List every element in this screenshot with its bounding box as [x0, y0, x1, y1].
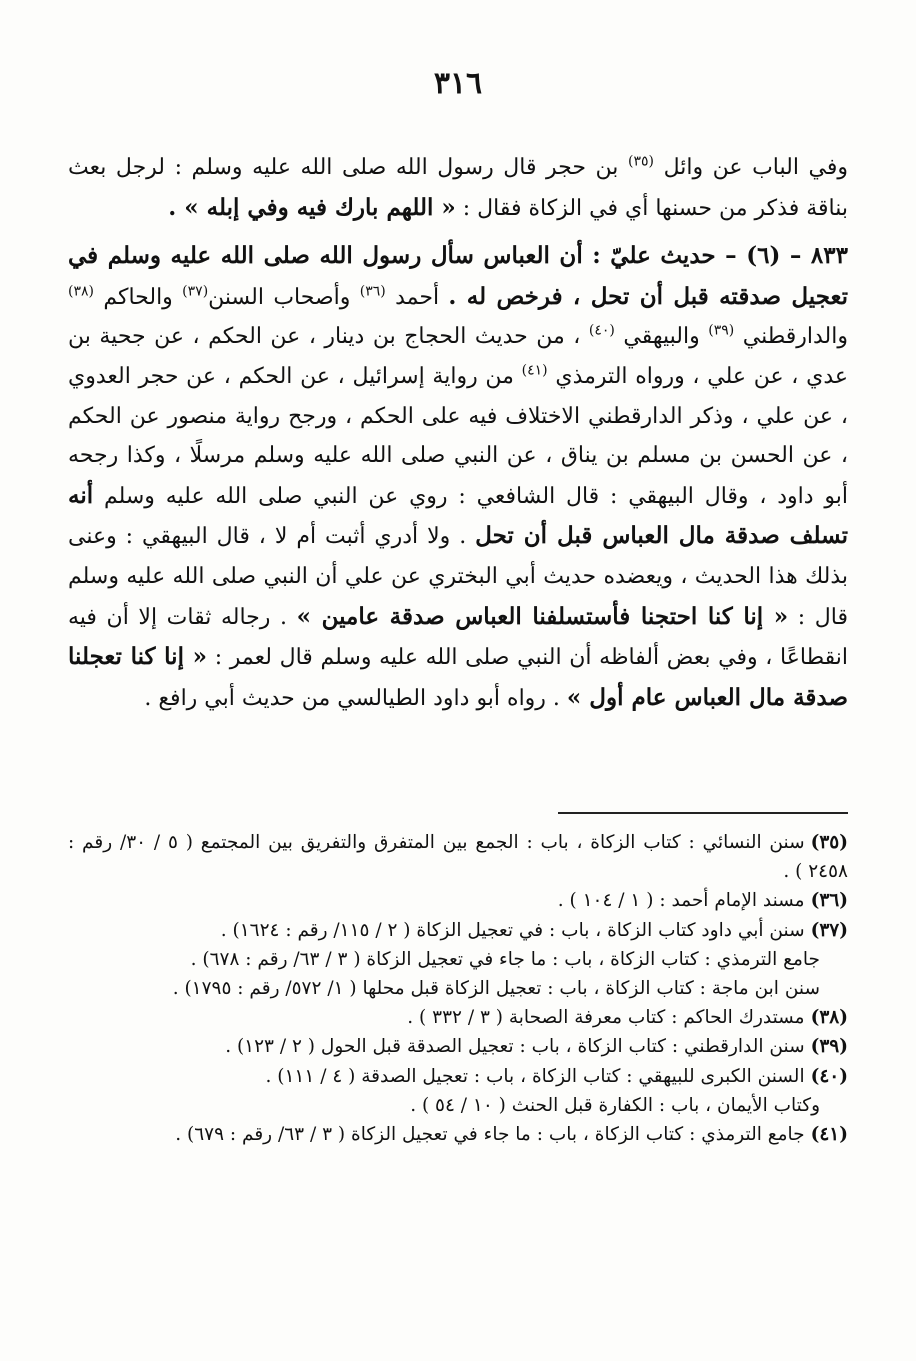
text-span: والبيهقي	[623, 324, 700, 350]
hadith-heading: ٨٣٣ – (٦) – حديث عليّ : أن العباس سأل رسول الله صلى الله عليه وسلم في تعجيل صدقته قبل أن تحل ، فرخص له .	[68, 242, 849, 310]
footnote-36	[68, 886, 848, 915]
footnote-text: السنن الكبرى للبيهقي : كتاب الزكاة ، باب : تعجيل الصدقة ( ٤ / ١١١) .	[265, 1065, 805, 1087]
bold-phrase: أنه تسلف صدقة مال العباس قبل أن تحل	[68, 481, 849, 550]
text-span: . رجاله ثقات إلا أن فيه انقطاعًا ، وفي بعض ألفاظه أن النبي صلى الله عليه وسلم قال لعمر :	[68, 604, 848, 671]
main-text	[68, 148, 848, 718]
text-span: والدارقطني	[742, 324, 848, 350]
text-span: وأصحاب السنن	[208, 284, 351, 310]
footnote-number: (٤٠)	[810, 1065, 848, 1087]
footnote-text: مسند الإمام أحمد : ( ١ / ١٠٤ ) .	[557, 890, 805, 912]
footnote-number: (٣٦)	[810, 890, 848, 912]
quoted-hadith: « إنا كنا تعجلنا صدقة مال العباس عام أول »	[68, 643, 848, 711]
quoted-hadith: « اللهم بارك فيه وفي إبله » .	[168, 193, 456, 221]
text-span: والحاكم	[103, 284, 173, 310]
footnote-40-aymaan	[68, 1091, 848, 1120]
footnote-37	[68, 916, 848, 945]
footnote-text: سنن ابن ماجة : كتاب الزكاة ، باب : تعجيل الزكاة قبل محلها ( ١/ ٥٧٢/ رقم : ١٧٩٥) .	[172, 978, 820, 1000]
footnote-text: سنن أبي داود كتاب الزكاة ، باب : في تعجيل الزكاة ( ٢ / ١١٥/ رقم : ١٦٢٤) .	[220, 919, 805, 941]
footnote-text: مستدرك الحاكم : كتاب معرفة الصحابة ( ٣ / ٣٣٢ ) .	[407, 1007, 805, 1029]
quoted-hadith: « إنا كنا احتجنا فأستسلفنا العباس صدقة عامين »	[296, 602, 789, 630]
footnote-ref-36[interactable]: (٣٦)	[359, 283, 386, 300]
footnote-ref-37[interactable]: (٣٧)	[182, 283, 209, 300]
footnote-text: جامع الترمذي : كتاب الزكاة ، باب : ما جاء في تعجيل الزكاة ( ٣ / ٦٣/ رقم : ٦٧٨) .	[190, 948, 820, 970]
footnote-ref-39[interactable]: (٣٩)	[708, 323, 735, 340]
footnote-40	[68, 1062, 848, 1091]
footnotes	[68, 828, 848, 1149]
footnote-text: وكتاب الأيمان ، باب : الكفارة قبل الحنث ( ١٠ / ٥٤ ) .	[410, 1094, 820, 1116]
text-span: . رواه أبو داود الطيالسي من حديث أبي رافع .	[144, 685, 560, 711]
text-span: أحمد	[395, 284, 440, 310]
footnote-35	[68, 828, 848, 886]
footnote-ref-40[interactable]: (٤٠)	[588, 323, 615, 340]
paragraph-wail	[68, 148, 848, 228]
footnote-text: سنن الدارقطني : كتاب الزكاة ، باب : تعجيل الصدقة قبل الحول ( ٢ / ١٢٣) .	[225, 1036, 805, 1058]
footnote-39	[68, 1032, 848, 1061]
footnote-38	[68, 1003, 848, 1032]
paragraph-hadith-833	[68, 236, 848, 718]
footnote-ref-41[interactable]: (٤١)	[521, 362, 548, 379]
footnote-number: (٣٧)	[810, 919, 848, 941]
page-number: ٣١٦	[433, 66, 483, 101]
footnote-41	[68, 1120, 848, 1149]
footnote-text: جامع الترمذي : كتاب الزكاة ، باب : ما جاء في تعجيل الزكاة ( ٣ / ٦٣/ رقم : ٦٧٩) .	[175, 1124, 805, 1146]
text-span: بن حجر قال رسول الله صلى الله عليه وسلم : لرجل بعث بناقة فذكر من حسنها أي في الزكاة فقال :	[68, 155, 848, 221]
footnote-ref-38[interactable]: (٣٨)	[68, 283, 94, 300]
footnote-37-ibn-majah	[68, 974, 848, 1003]
text-span: . ولا أدري أثبت أم لا ، قال البيهقي : وعنى بذلك هذا الحديث ، ويعضده حديث أبي البختري عن علي أن النبي صلى الله عليه وسلم قال :	[68, 524, 848, 630]
footnote-37-tirmidhi	[68, 945, 848, 974]
footnote-text: سنن النسائي : كتاب الزكاة ، باب : الجمع بين المتفرق والتفريق بين المجتمع ( ٥ / ٣٠/ رقم : ٢٤٥٨ ) .	[68, 832, 848, 883]
footnote-number: (٣٨)	[810, 1007, 848, 1029]
text-span: من رواية إسرائيل ، عن الحكم ، عن حجر العدوي ، عن علي ، وذكر الدارقطني الاختلاف فيه على الحكم ، ورجح رواية منصور عن الحكم ، عن الحسن بن مسلم بن يناق ، عن النبي صلى الله عليه وسلم مرسلًا ، وكذا رجحه أبو داود ، وقال البيهقي : قال الشافعي : روي عن النبي صلى الله عليه وسلم	[68, 363, 848, 509]
footnote-number: (٣٩)	[810, 1036, 848, 1058]
text-span: ، من حديث الحجاج بن دينار ، عن الحكم ، عن جحية بن عدي ، عن علي ، ورواه الترمذي	[68, 324, 848, 389]
text-span: وفي الباب عن وائل	[663, 155, 848, 180]
footnote-ref-35[interactable]: (٣٥)	[628, 153, 654, 170]
footnote-number: (٤١)	[810, 1124, 848, 1146]
book-page	[68, 0, 848, 1361]
footnote-separator	[558, 812, 848, 814]
footnote-number: (٣٥)	[810, 832, 848, 853]
